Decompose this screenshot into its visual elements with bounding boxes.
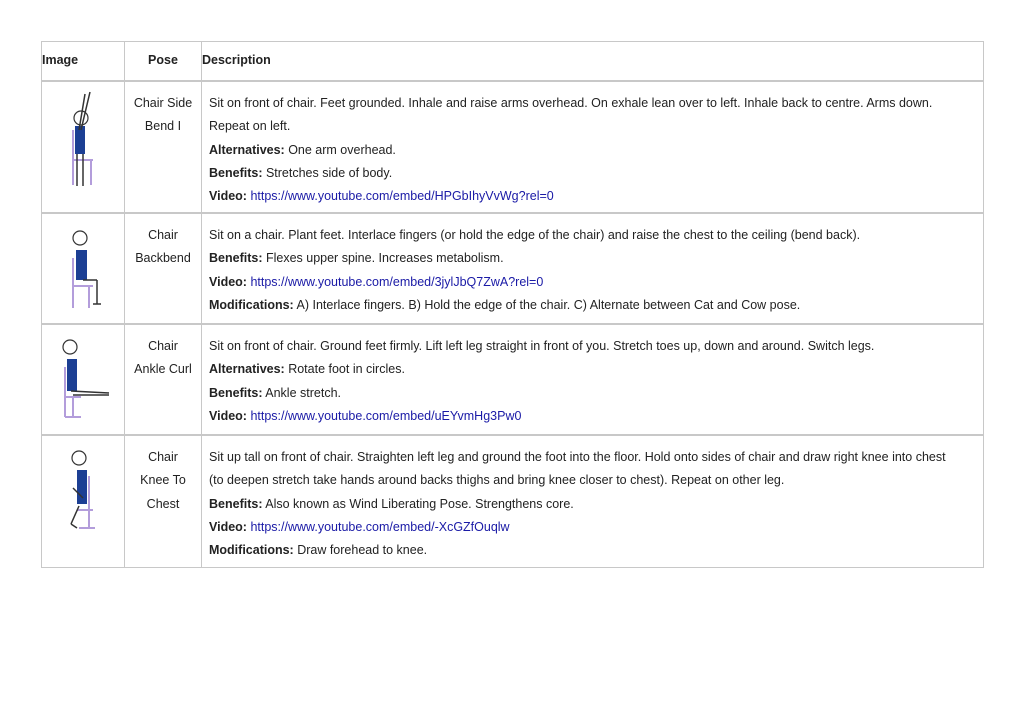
pose-description: Sit on front of chair. Ground feet firmly. Lift left leg straight in front of you. Stretch toes up, down and around. Switch legs. Alternatives: Rotate foot in circles. Benefits: Ankle stretch. Video: https://www.youtube.com/embed/uEYvmHg3Pw0	[202, 324, 984, 435]
pose-image	[42, 213, 125, 324]
table-row	[42, 435, 984, 567]
table-row	[42, 213, 984, 324]
video-link[interactable]: https://www.youtube.com/embed/-XcGZfOuqlw	[246, 519, 510, 534]
table-row	[42, 324, 984, 435]
pose-description: Sit on front of chair. Feet grounded. Inhale and raise arms overhead. On exhale lean over to left. Inhale back to centre. Arms down. Repeat on left. Alternatives: One arm overhead. Benefits: Stretches side of body. Video: https://www.youtube.com/embed/HPGbIhyVvWg?rel=0	[202, 81, 984, 213]
pose-image	[42, 81, 125, 213]
video-link[interactable]: https://www.youtube.com/embed/uEYvmHg3Pw0	[246, 408, 522, 423]
pose-name: Chair Knee To Chest	[125, 435, 202, 567]
pose-description: Sit on a chair. Plant feet. Interlace fingers (or hold the edge of the chair) and raise the chest to the ceiling (bend back). Benefits: Flexes upper spine. Increases metabolism. Video: https://www.youtube.com/embed/3jylJbQ7ZwA?rel=0 Modifications: A) Interlace fingers. B) Hold the edge of the chair. C) Alternate between Cat and Cow pose.	[202, 213, 984, 324]
pose-name: Chair Ankle Curl	[125, 324, 202, 435]
pose-image	[42, 435, 125, 567]
poses-table	[41, 41, 984, 568]
header-description: Description	[202, 42, 984, 82]
ankle-curl-figure-icon	[53, 337, 113, 427]
pose-name: Chair Backbend	[125, 213, 202, 324]
pose-image	[42, 324, 125, 435]
pose-description: Sit up tall on front of chair. Straighten left leg and ground the foot into the floor. Hold onto sides of chair and draw right knee into chest (to deepen stretch take hands around backs thighs and bring knee closer to chest). Repeat on other leg. Benefits: Also known as Wind Liberating Pose. Strengthens core. Video: https://www.youtube.com/embed/-XcGZfOuqlw Modifications: Draw forehead to knee.	[202, 435, 984, 567]
video-link[interactable]: https://www.youtube.com/embed/3jylJbQ7ZwA?rel=0	[246, 274, 544, 289]
table-row	[42, 81, 984, 213]
video-link[interactable]: https://www.youtube.com/embed/HPGbIhyVvWg?rel=0	[246, 189, 554, 204]
side-bend-figure-icon	[63, 90, 103, 200]
pose-name: Chair Side Bend I	[125, 81, 202, 213]
backbend-figure-icon	[63, 228, 103, 318]
header-pose: Pose	[125, 42, 202, 82]
header-row	[42, 42, 984, 82]
header-image: Image	[42, 42, 125, 82]
knee-to-chest-figure-icon	[63, 448, 103, 538]
